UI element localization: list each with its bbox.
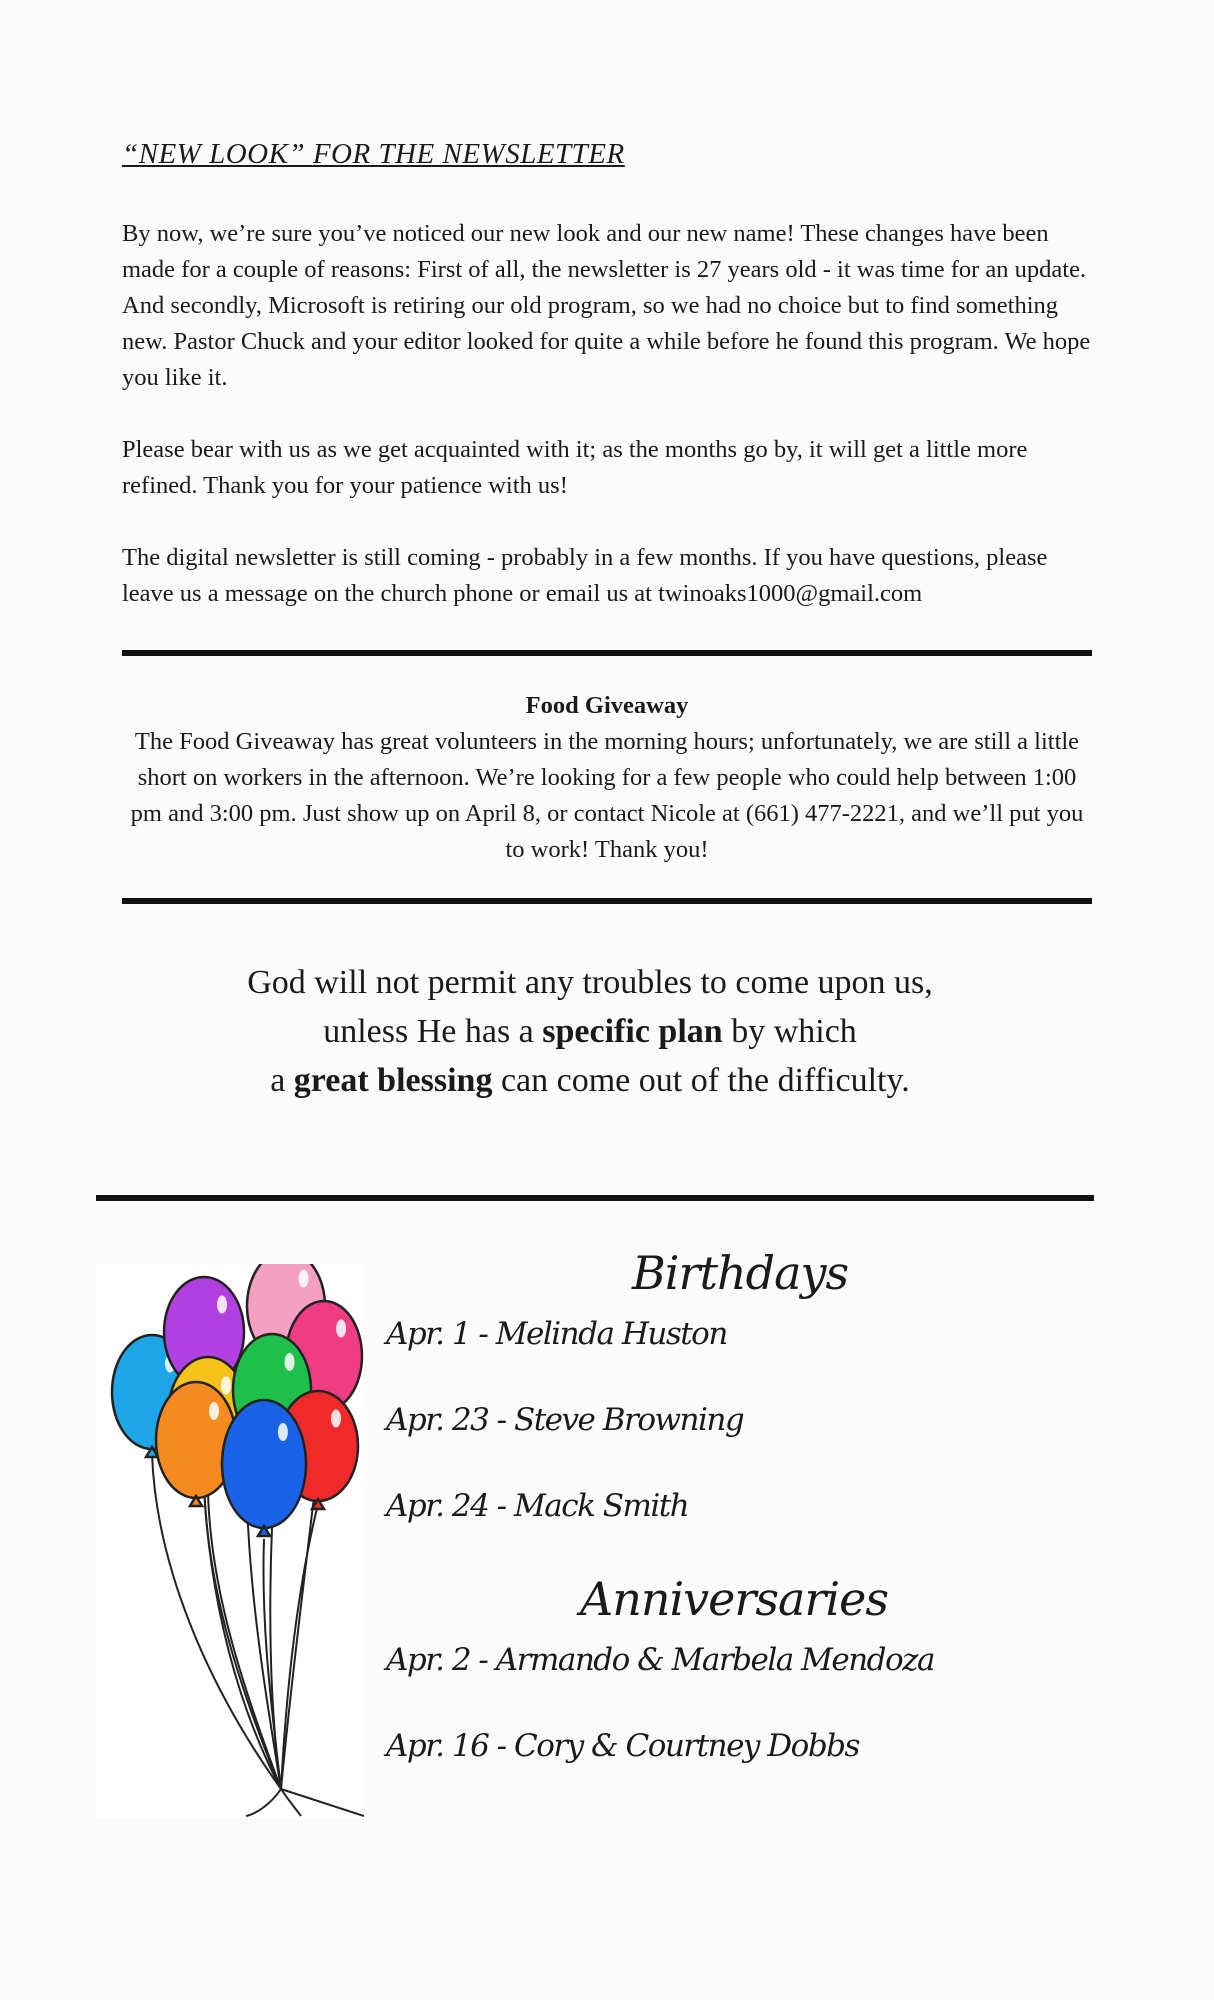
quote-line-2-start: unless He has a bbox=[323, 1013, 543, 1050]
quote-emphasis-great-blessing: great blessing bbox=[293, 1062, 493, 1099]
balloon-highlight-7 bbox=[331, 1410, 341, 1428]
newsletter-paragraph-3: The digital newsletter is still coming - probably in a few months. If you have questions, please leave us a message on the church phone or email us at twinoaks1000@gmail.com bbox=[122, 544, 1048, 607]
quote-line-3 bbox=[110, 1056, 1070, 1105]
quote-line-2-end: by which bbox=[722, 1013, 857, 1050]
anniversary-item-2: Apr. 16 - Cory & Courtney Dobbs bbox=[386, 1728, 859, 1764]
newsletter-paragraph-2: Please bear with us as we get acquainted with it; as the months go by, it will get a little more refined. Thank you for your patience with us! bbox=[122, 436, 1028, 499]
quote-line-2 bbox=[110, 1007, 1070, 1056]
divider-3 bbox=[96, 1195, 1094, 1201]
balloon-highlight-4 bbox=[336, 1320, 346, 1338]
divider-1 bbox=[122, 650, 1092, 656]
balloon-highlight-2 bbox=[217, 1296, 227, 1314]
newsletter-paragraph-1: By now, we’re sure you’ve noticed our new look and our new name! These changes have been made for a couple of reasons: First of all, the newsletter is 27 years old - it was time for an update. And secondly, Microsoft is retiring our old program, so we had no choice but to find something new. Pastor Chuck and your editor looked for quite a while before he found this program. We hope you like it. bbox=[122, 220, 1091, 391]
birthdays-heading: Birthdays bbox=[632, 1246, 849, 1300]
food-giveaway-section bbox=[122, 688, 1092, 868]
balloon-9 bbox=[222, 1400, 306, 1528]
balloon-highlight-3 bbox=[299, 1270, 309, 1288]
anniversary-item-1: Apr. 2 - Armando & Marbela Mendoza bbox=[386, 1642, 934, 1678]
anniversaries-heading: Anniversaries bbox=[580, 1572, 888, 1626]
quote-line-1: God will not permit any troubles to come upon us, bbox=[247, 964, 933, 1001]
quote-emphasis-specific-plan: specific plan bbox=[542, 1013, 723, 1050]
quote-line-3-end: can come out of the difficulty. bbox=[492, 1062, 910, 1099]
balloons-illustration bbox=[96, 1264, 364, 1818]
balloon-highlight-8 bbox=[209, 1402, 219, 1420]
birthday-item-2: Apr. 23 - Steve Browning bbox=[386, 1402, 744, 1438]
balloons-icon bbox=[96, 1264, 364, 1818]
birthday-item-3: Apr. 24 - Mack Smith bbox=[386, 1488, 689, 1524]
quote-line-3-start: a bbox=[270, 1062, 294, 1099]
birthday-item-1: Apr. 1 - Melinda Huston bbox=[386, 1316, 727, 1352]
balloon-highlight-5 bbox=[221, 1377, 231, 1395]
balloon-highlight-9 bbox=[278, 1423, 288, 1441]
food-giveaway-body: The Food Giveaway has great volunteers in the morning hours; unfortunately, we are still a little short on workers in the afternoon. We’re looking for a few people who could help between 1:00 pm and 3:00 pm. Just show up on April 8, or contact Nicole at (661) 477-2221, and we’ll put you to work! Thank you! bbox=[130, 728, 1084, 863]
divider-2 bbox=[122, 898, 1092, 904]
inspirational-quote bbox=[110, 958, 1070, 1105]
food-giveaway-title: Food Giveaway bbox=[525, 692, 689, 719]
balloon-highlight-6 bbox=[285, 1353, 295, 1371]
newsletter-heading: “NEW LOOK” FOR THE NEWSLETTER bbox=[122, 138, 625, 170]
